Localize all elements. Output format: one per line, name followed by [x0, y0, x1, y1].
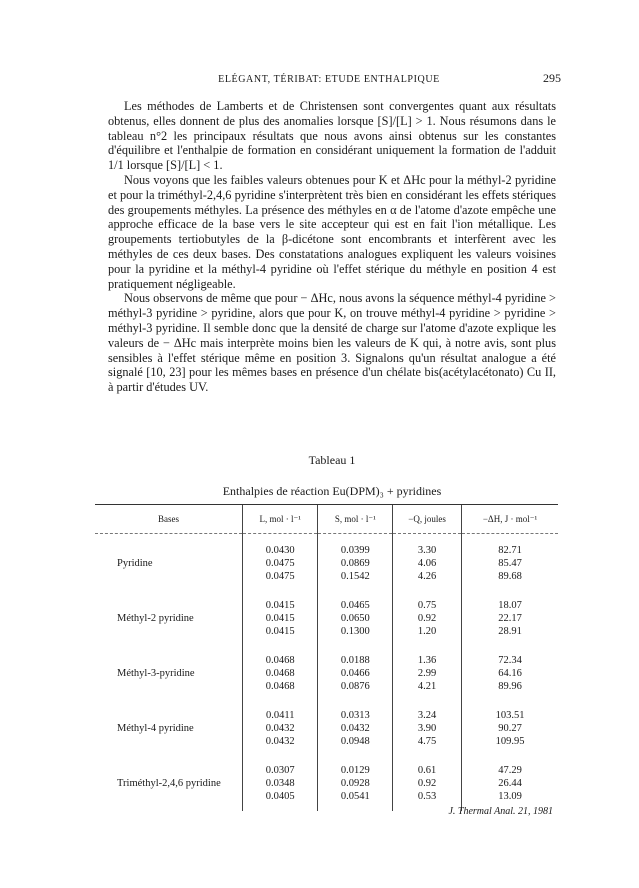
table-cell: [243, 701, 318, 756]
cell-value: 0.0415: [265, 613, 295, 624]
table-cell: [318, 701, 393, 756]
table-caption: Enthalpies de réaction Eu(DPM)₃ + pyridines: [222, 484, 442, 498]
cell-value: 72.34: [498, 655, 522, 666]
cell-value: 0.0869: [340, 558, 370, 569]
cell-value: 0.0415: [265, 600, 295, 611]
table-cell: [462, 701, 559, 756]
cell-value: 0.92: [417, 778, 437, 789]
cell-value: 0.0313: [340, 710, 370, 721]
table-cell: [393, 646, 462, 701]
table-cell: [243, 756, 318, 811]
cell-value: 0.0432: [265, 736, 295, 747]
cell-value: 0.0430: [265, 545, 295, 556]
cell-value: 4.21: [417, 681, 437, 692]
table-header-row: [95, 505, 558, 534]
cell-value: 28.91: [498, 626, 522, 637]
cell-value: 0.0432: [340, 723, 370, 734]
base-name: Méthyl-2 pyridine: [117, 613, 194, 624]
cell-value: 4.06: [417, 558, 437, 569]
cell-value: 0.0307: [265, 765, 295, 776]
cell-value: 0.0465: [340, 600, 370, 611]
cell-value: 26.44: [498, 778, 522, 789]
cell-value: 103.51: [495, 710, 525, 721]
table-cell: [462, 534, 559, 592]
cell-value: 0.0188: [340, 655, 370, 666]
cell-value: 0.0348: [265, 778, 295, 789]
cell-value: 0.92: [417, 613, 437, 624]
cell-value: 3.30: [417, 545, 437, 556]
base-name: Méthyl-4 pyridine: [117, 723, 194, 734]
cell-value: 4.75: [417, 736, 437, 747]
table-number: Tableau 1: [308, 453, 356, 467]
table-cell: [318, 591, 393, 646]
table-cell: [318, 646, 393, 701]
cell-value: 0.0399: [340, 545, 370, 556]
cell-value: 3.90: [417, 723, 437, 734]
cell-value: 18.07: [498, 600, 522, 611]
cell-value: 109.95: [495, 736, 525, 747]
paragraph: Les méthodes de Lamberts et de Christensen sont convergentes quant aux résultats obtenus, elles donnent de plus des anomalies lorsque [S]/[L] > 1. Nous résumons dans le tableau n°2 les principaux résultats que nous avons ainsi obtenus sur les constantes d'équilibre et l'enthalpie de formation en considérant uniquement la formation de l'adduit 1/1 lorsque [S]/[L] < 1.: [108, 99, 556, 173]
column-header: −ΔH, J · mol⁻¹: [462, 505, 559, 534]
cell-value: 0.0415: [265, 626, 295, 637]
cell-value: 0.1542: [340, 571, 370, 582]
cell-value: 0.0466: [340, 668, 370, 679]
running-title: ELÉGANT, TÉRIBAT: ETUDE ENTHALPIQUE: [218, 74, 440, 85]
page-number: 295: [543, 71, 561, 85]
paragraph: Nous observons de même que pour − ΔHc, nous avons la séquence méthyl-4 pyridine > méthyl-3 pyridine > pyridine, alors que pour K, on trouve méthyl-4 pyridine > pyridine > méthyl-3 pyridine. Il semble donc que la densité de charge sur l'atome d'azote explique les valeurs de − ΔHc mais interprète moins bien les valeurs de K qui, à notre avis, sont plus sensibles à l'effet stérique même en position 3. Signalons qu'un résultat analogue a été signalé [10, 23] pour les mêmes bases en présence d'un chélate bis(acétylacétonato) Cu II, à partir d'études UV.: [108, 291, 556, 395]
cell-value: 1.20: [417, 626, 437, 637]
table-cell: [318, 534, 393, 592]
table-cell: [243, 591, 318, 646]
cell-value: 0.61: [417, 765, 437, 776]
cell-value: 90.27: [498, 723, 522, 734]
cell-value: 0.0129: [340, 765, 370, 776]
cell-value: 0.0468: [265, 681, 295, 692]
cell-value: 0.75: [417, 600, 437, 611]
column-header: Bases: [95, 505, 243, 534]
cell-value: 2.99: [417, 668, 437, 679]
base-name: Triméthyl-2,4,6 pyridine: [117, 778, 221, 789]
cell-value: 82.71: [498, 545, 522, 556]
body-text: [108, 99, 556, 395]
journal-footer: J. Thermal Anal. 21, 1981: [448, 806, 553, 817]
cell-value: 89.68: [498, 571, 522, 582]
cell-value: 3.24: [417, 710, 437, 721]
cell-value: 0.0475: [265, 558, 295, 569]
base-name: Méthyl-3-pyridine: [117, 668, 195, 679]
table-cell: [393, 756, 462, 811]
table-row: [95, 534, 558, 592]
cell-value: 0.53: [417, 791, 437, 802]
column-header: S, mol · l⁻¹: [318, 505, 393, 534]
cell-value: 64.16: [498, 668, 522, 679]
paragraph: Nous voyons que les faibles valeurs obtenues pour K et ΔHc pour la méthyl-2 pyridine et pour la triméthyl-2,4,6 pyridine s'interprètent très bien en considérant les effets stériques des groupements méthyles. La présence des méthyles en α de l'atome d'azote empêche une approche efficace de la base vers le site accepteur qui est en fait l'ion métallique. Les groupements tertiobutyles de la β-dicétone sont encombrants et interfèrent avec les méthyles de ces deux bases. Des constatations analogues expliquent les valeurs voisines pour la pyridine et la méthyl-4 pyridine où l'effet stérique du méthyle en position 4 est pratiquement négligeable.: [108, 172, 556, 291]
cell-value: 0.0541: [340, 791, 370, 802]
cell-value: 89.96: [498, 681, 522, 692]
cell-value: 0.0948: [340, 736, 370, 747]
cell-value: 47.29: [498, 765, 522, 776]
table-cell: [243, 534, 318, 592]
table-cell: [318, 756, 393, 811]
cell-value: 0.0928: [340, 778, 370, 789]
cell-value: 0.0405: [265, 791, 295, 802]
cell-value: 0.0650: [340, 613, 370, 624]
table-cell: [393, 701, 462, 756]
cell-value: 85.47: [498, 558, 522, 569]
cell-value: 0.0468: [265, 668, 295, 679]
table-row: [95, 756, 558, 811]
enthalpy-table: [95, 504, 558, 811]
cell-value: 1.36: [417, 655, 437, 666]
cell-value: 13.09: [498, 791, 522, 802]
cell-value: 0.0475: [265, 571, 295, 582]
cell-value: 0.0432: [265, 723, 295, 734]
table-cell: [462, 646, 559, 701]
cell-value: 4.26: [417, 571, 437, 582]
table-cell: [462, 756, 559, 811]
column-header: −Q, joules: [393, 505, 462, 534]
table-row: [95, 701, 558, 756]
cell-value: 22.17: [498, 613, 522, 624]
table-cell: [243, 646, 318, 701]
base-name: Pyridine: [117, 558, 153, 569]
cell-value: 0.1300: [340, 626, 370, 637]
cell-value: 0.0411: [265, 710, 295, 721]
table-cell: [462, 591, 559, 646]
cell-value: 0.0876: [340, 681, 370, 692]
table-row: [95, 591, 558, 646]
table-cell: [393, 591, 462, 646]
table-cell: [393, 534, 462, 592]
column-header: L, mol · l⁻¹: [243, 505, 318, 534]
table-row: [95, 646, 558, 701]
cell-value: 0.0468: [265, 655, 295, 666]
